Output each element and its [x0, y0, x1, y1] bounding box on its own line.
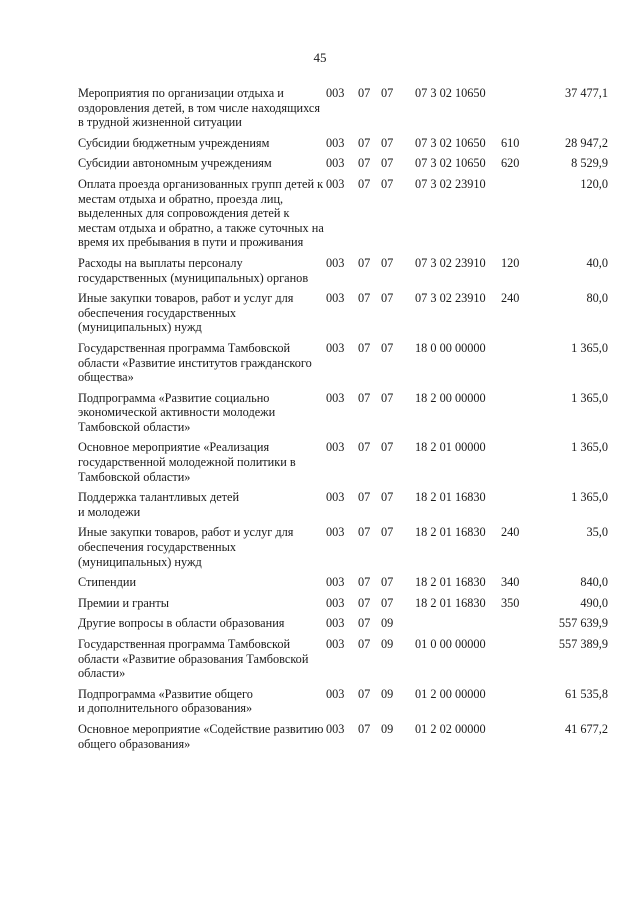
- row-target-article: 07 3 02 10650: [415, 135, 486, 150]
- table-row: [78, 525, 608, 575]
- row-section: 07: [358, 525, 371, 540]
- row-section: 07: [358, 390, 371, 405]
- table-row: [78, 291, 608, 341]
- row-name: Оплата проезда организованных групп детей к местам отдыха и обратно, проезда лиц, выделенных для сопровождения детей к местам отдыха и обратно, а также суточных на время их пребывания в пути и проживания: [78, 176, 324, 250]
- row-subsection: 07: [381, 156, 394, 171]
- row-section: 07: [358, 291, 371, 306]
- row-target-article: 07 3 02 23910: [415, 255, 486, 270]
- table-row: [78, 490, 608, 525]
- row-section: 07: [358, 721, 371, 736]
- row-expense-type: 620: [501, 156, 520, 171]
- row-target-article: 18 2 01 16830: [415, 595, 486, 610]
- row-expense-type: 610: [501, 135, 520, 150]
- row-amount: 1 365,0: [571, 490, 608, 505]
- table-row: [78, 177, 608, 256]
- row-expense-type: 340: [501, 575, 520, 590]
- row-amount: 557 389,9: [558, 637, 608, 651]
- row-name: Мероприятия по организации отдыха и оздоровления детей, в том числе находящихся в трудной жизненной ситуации: [78, 86, 321, 130]
- row-amount: 1 365,0: [571, 340, 608, 355]
- row-section: 07: [358, 595, 371, 610]
- row-expense-type: [501, 490, 531, 525]
- table-row: [78, 341, 608, 391]
- row-target-article: 07 3 02 10650: [415, 86, 486, 100]
- row-expense-type: [501, 722, 531, 757]
- row-amount: 40,0: [586, 255, 608, 270]
- row-amount: 120,0: [580, 176, 608, 191]
- row-subsection: 07: [381, 595, 394, 610]
- row-section: 07: [358, 135, 371, 150]
- table-row: [78, 86, 608, 136]
- row-subsection: 07: [381, 440, 394, 455]
- page-number: 45: [313, 50, 327, 65]
- row-section: 07: [358, 86, 371, 100]
- table-row: [78, 722, 608, 757]
- row-subsection: 07: [381, 390, 394, 405]
- row-subsection: 07: [381, 135, 394, 150]
- row-name: Основное мероприятие «Содействие развитию общего образования»: [78, 721, 324, 751]
- table-row: [78, 596, 608, 617]
- row-name: Подпрограмма «Развитие социально экономической активности молодежи Тамбовской области»: [78, 390, 276, 434]
- row-section: 07: [358, 637, 371, 651]
- row-expense-type: [501, 391, 531, 441]
- row-section: 07: [358, 686, 371, 701]
- row-expense-type: [501, 86, 531, 136]
- row-expense-type: [501, 177, 531, 256]
- row-target-article: 07 3 02 23910: [415, 291, 486, 306]
- row-ministry-code: 003: [326, 156, 345, 171]
- row-subsection: 09: [381, 721, 394, 736]
- row-ministry-code: 003: [326, 291, 345, 306]
- row-subsection: 07: [381, 575, 394, 590]
- row-section: 07: [358, 156, 371, 171]
- row-ministry-code: 003: [326, 340, 345, 355]
- row-section: 07: [358, 575, 371, 590]
- row-amount: 37 477,1: [564, 86, 608, 100]
- row-ministry-code: 003: [326, 575, 345, 590]
- table-row: [78, 136, 608, 157]
- row-name: Государственная программа Тамбовской области «Развитие институтов гражданского общества»: [78, 340, 312, 385]
- row-section: 07: [358, 340, 371, 355]
- row-subsection: 07: [381, 291, 394, 306]
- row-subsection: 07: [381, 340, 394, 355]
- row-name: Государственная программа Тамбовской области «Развитие образования Тамбовской области»: [78, 637, 309, 681]
- row-expense-type: [501, 616, 531, 637]
- row-subsection: 07: [381, 490, 394, 505]
- table-row: [78, 156, 608, 177]
- row-name: Иные закупки товаров, работ и услуг для обеспечения государственных (муниципальных) нужд: [78, 525, 294, 569]
- row-target-article: 18 2 01 16830: [415, 575, 486, 590]
- table-row: [78, 440, 608, 490]
- row-target-article: 18 2 01 16830: [415, 490, 486, 505]
- table-row: [78, 687, 608, 722]
- row-name: Премии и гранты: [78, 595, 170, 610]
- row-name: Иные закупки товаров, работ и услуг для обеспечения государственных (муниципальных) нужд: [78, 291, 294, 335]
- row-amount: 61 535,8: [564, 686, 608, 701]
- row-section: 07: [358, 255, 371, 270]
- table-row: [78, 575, 608, 596]
- row-target-article: 01 2 00 00000: [415, 686, 486, 701]
- row-ministry-code: 003: [326, 637, 345, 651]
- table-row: [78, 637, 608, 687]
- row-name: Субсидии бюджетным учреждениям: [78, 135, 270, 150]
- row-amount: 490,0: [580, 595, 608, 610]
- row-amount: 28 947,2: [564, 135, 608, 150]
- row-amount: 35,0: [586, 525, 608, 540]
- row-section: 07: [358, 440, 371, 455]
- row-amount: 1 365,0: [571, 390, 608, 405]
- row-name: Подпрограмма «Развитие общего и дополнительного образования»: [78, 686, 253, 716]
- row-section: 07: [358, 176, 371, 191]
- table-row: [78, 616, 608, 637]
- row-target-article: 18 2 00 00000: [415, 390, 486, 405]
- row-ministry-code: 003: [326, 255, 345, 270]
- row-subsection: 07: [381, 86, 394, 100]
- row-target-article: 01 2 02 00000: [415, 721, 486, 736]
- table-row: [78, 256, 608, 291]
- row-ministry-code: 003: [326, 525, 345, 540]
- row-target-article: 07 3 02 10650: [415, 156, 486, 171]
- row-expense-type: [501, 637, 531, 687]
- row-subsection: 07: [381, 176, 394, 191]
- row-subsection: 09: [381, 637, 394, 651]
- row-subsection: 07: [381, 525, 394, 540]
- row-amount: 41 677,2: [564, 721, 608, 736]
- row-subsection: 07: [381, 255, 394, 270]
- row-expense-type: 240: [501, 291, 520, 306]
- row-section: 07: [358, 490, 371, 505]
- row-expense-type: 350: [501, 595, 520, 610]
- row-ministry-code: 003: [326, 176, 345, 191]
- row-ministry-code: 003: [326, 686, 345, 701]
- row-amount: 557 639,9: [558, 616, 608, 631]
- row-ministry-code: 003: [326, 135, 345, 150]
- row-expense-type: 120: [501, 255, 520, 270]
- row-ministry-code: 003: [326, 86, 345, 100]
- table-row: [78, 391, 608, 441]
- row-ministry-code: 003: [326, 390, 345, 405]
- budget-table: [78, 86, 608, 757]
- row-target-article: 07 3 02 23910: [415, 176, 486, 191]
- row-name: Стипендии: [78, 575, 137, 590]
- row-name: Поддержка талантливых детей и молодежи: [78, 490, 240, 519]
- row-expense-type: [501, 440, 531, 490]
- row-target-article: 01 0 00 00000: [415, 637, 486, 651]
- row-subsection: 09: [381, 686, 394, 701]
- row-name: Субсидии автономным учреждениям: [78, 156, 272, 171]
- row-section: 07: [358, 616, 371, 631]
- row-target-article: 18 2 01 00000: [415, 440, 486, 455]
- row-amount: 8 529,9: [571, 156, 608, 171]
- row-expense-type: [501, 341, 531, 391]
- row-amount: 1 365,0: [571, 440, 608, 455]
- row-subsection: 09: [381, 616, 394, 631]
- row-name: Расходы на выплаты персоналу государственных (муниципальных) органов: [78, 255, 309, 285]
- row-expense-type: [501, 687, 531, 722]
- row-ministry-code: 003: [326, 721, 345, 736]
- row-ministry-code: 003: [326, 616, 345, 631]
- row-expense-type: 240: [501, 525, 520, 540]
- row-amount: 80,0: [586, 291, 608, 306]
- row-target-article: 18 2 01 16830: [415, 525, 486, 540]
- row-amount: 840,0: [580, 575, 608, 590]
- row-name: Основное мероприятие «Реализация государственной молодежной политики в Тамбовской области»: [78, 440, 296, 484]
- row-name: Другие вопросы в области образования: [78, 616, 285, 631]
- row-target-article: [415, 616, 501, 637]
- row-target-article: 18 0 00 00000: [415, 340, 486, 355]
- row-ministry-code: 003: [326, 440, 345, 455]
- row-ministry-code: 003: [326, 595, 345, 610]
- row-ministry-code: 003: [326, 490, 345, 505]
